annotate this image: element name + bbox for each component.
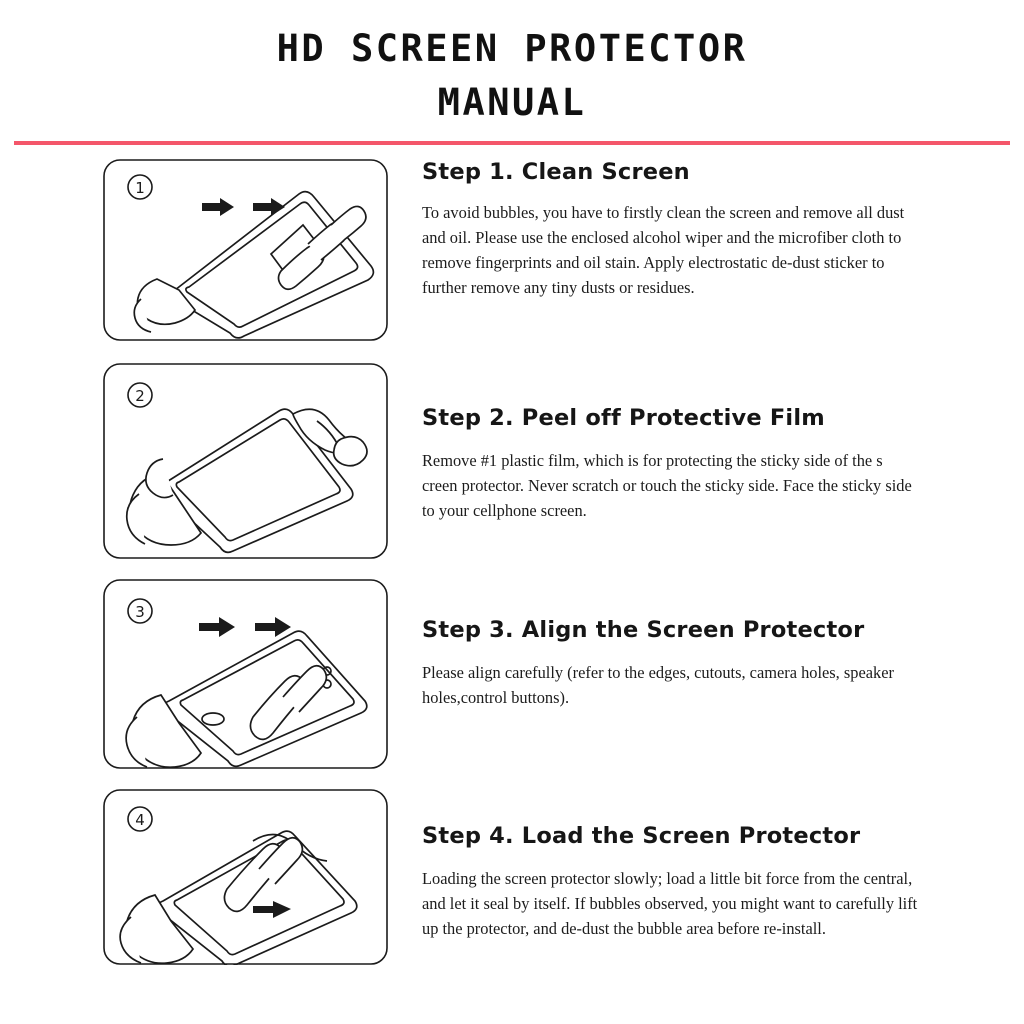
step-4-text bbox=[388, 781, 1006, 942]
step-2-badge-number: 2 bbox=[135, 387, 145, 406]
step-2-illustration bbox=[103, 363, 388, 559]
step-1-illustration bbox=[103, 159, 388, 341]
step-2-text bbox=[388, 353, 1006, 524]
page-title-line-1: HD SCREEN PROTECTOR bbox=[276, 27, 748, 70]
step-3-text bbox=[388, 571, 1006, 711]
step-4-body: Loading the screen protector slowly; load a little bit force from the central, and let it seal by itself. If bubbles observed, you might want to carefully lift up the protector, and de-dust the bubble area before re-install. bbox=[422, 869, 918, 939]
step-row bbox=[18, 353, 1006, 559]
step-3-body: Please align carefully (refer to the edges, cutouts, camera holes, speaker holes,control buttons). bbox=[422, 663, 894, 708]
page-title bbox=[132, 22, 892, 129]
peel-film-diagram bbox=[103, 363, 388, 559]
step-1-body: To avoid bubbles, you have to firstly clean the screen and remove all dust and oil. Please use the enclosed alcohol wiper and the microfiber cloth to remove fingerprints and oil stain. Apply electrostatic de-dust sticker to further remove any tiny dusts or residues. bbox=[422, 203, 905, 298]
document-header bbox=[0, 0, 1024, 145]
page-title-line-2: MANUAL bbox=[437, 80, 587, 124]
step-3-heading: Step 3. Align the Screen Protector bbox=[422, 617, 865, 644]
step-1-text bbox=[388, 159, 1006, 301]
step-4-heading: Step 4. Load the Screen Protector bbox=[422, 823, 861, 850]
step-1-heading: Step 1. Clean Screen bbox=[422, 159, 690, 186]
step-2-heading: Step 2. Peel off Protective Film bbox=[422, 405, 825, 432]
step-row bbox=[18, 159, 1006, 341]
clean-screen-diagram bbox=[103, 159, 388, 341]
align-protector-diagram bbox=[103, 579, 388, 769]
step-2-body: Remove #1 plastic film, which is for protecting the sticky side of the s creen protector. Never scratch or touch the sticky side. Face the sticky side to your cellphone screen. bbox=[422, 451, 912, 521]
step-4-illustration bbox=[103, 789, 388, 965]
step-4-badge-number: 4 bbox=[135, 811, 145, 830]
step-1-badge-number: 1 bbox=[135, 179, 145, 198]
step-3-badge-number: 3 bbox=[135, 603, 145, 622]
step-row bbox=[18, 571, 1006, 769]
load-protector-diagram bbox=[103, 789, 388, 965]
step-row bbox=[18, 781, 1006, 965]
step-3-illustration bbox=[103, 579, 388, 769]
steps-list bbox=[0, 145, 1024, 965]
